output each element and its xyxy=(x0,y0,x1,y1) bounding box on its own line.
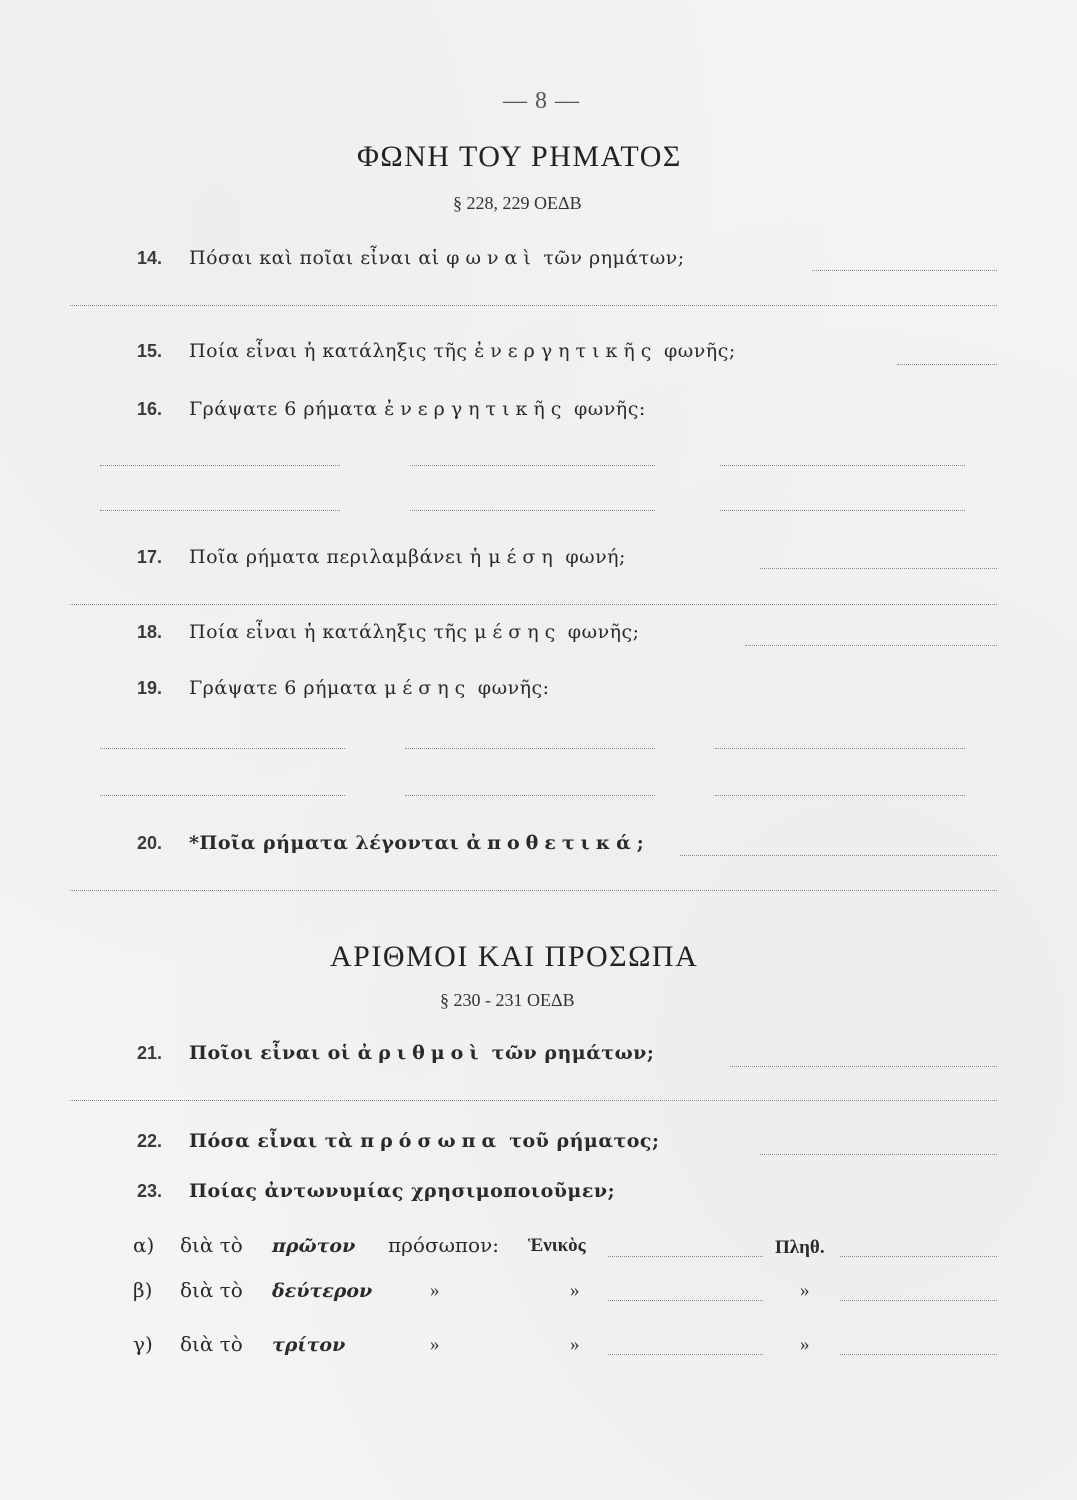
answer-line-16-4[interactable] xyxy=(100,510,340,511)
answer-line-17a[interactable] xyxy=(760,568,997,569)
answer-line-19-6[interactable] xyxy=(715,795,965,796)
answer-line-23c-plural[interactable] xyxy=(840,1354,997,1355)
answer-line-23a-plural[interactable] xyxy=(840,1256,997,1257)
question-21 xyxy=(137,1042,654,1064)
question-text: Ποία εἶναι ἡ κατάληξις τῆς μέσης φωνῆς; xyxy=(189,621,640,643)
answer-line-16-2[interactable] xyxy=(410,465,655,466)
sub-question-a-post: πρόσωπον: xyxy=(388,1233,499,1257)
answer-line-19-3[interactable] xyxy=(715,748,965,749)
question-19 xyxy=(137,677,550,699)
answer-line-21b[interactable] xyxy=(70,1100,997,1101)
sub-question-a-label: α) xyxy=(133,1233,155,1257)
singular-label: Ἑνικὸς xyxy=(528,1235,586,1256)
answer-line-15[interactable] xyxy=(897,364,997,365)
answer-line-23b-plural[interactable] xyxy=(840,1300,997,1301)
section-title-voice: ΦΩΝΗ ΤΟΥ ΡΗΜΑΤΟΣ xyxy=(357,140,682,173)
sub-question-b-prefix: διὰ τὸ xyxy=(180,1278,243,1302)
page-number: — 8 — xyxy=(503,88,580,114)
answer-line-23b-singular[interactable] xyxy=(608,1300,763,1301)
sub-question-c-prefix: διὰ τὸ xyxy=(180,1332,243,1356)
section-title-numbers-persons: ΑΡΙΘΜΟΙ ΚΑΙ ΠΡΟΣΩΠΑ xyxy=(330,940,699,973)
answer-line-16-5[interactable] xyxy=(410,510,655,511)
question-number: 22. xyxy=(137,1131,163,1151)
answer-line-19-5[interactable] xyxy=(405,795,655,796)
answer-line-19-2[interactable] xyxy=(405,748,655,749)
answer-line-18[interactable] xyxy=(745,645,997,646)
answer-line-23c-singular[interactable] xyxy=(608,1354,763,1355)
ditto-mark-c2: » xyxy=(570,1334,580,1355)
question-18 xyxy=(137,621,640,643)
answer-line-16-6[interactable] xyxy=(720,510,965,511)
question-number: 15. xyxy=(137,341,163,361)
question-14 xyxy=(137,247,685,269)
answer-line-19-4[interactable] xyxy=(100,795,345,796)
question-text: Ποία εἶναι ἡ κατάληξις τῆς ἐνεργητικῆς φωνῆς; xyxy=(189,340,736,362)
answer-line-20b[interactable] xyxy=(70,890,997,891)
question-text: Ποῖα ρήματα περιλαμβάνει ἡ μέση φωνή; xyxy=(189,546,626,568)
answer-line-14b[interactable] xyxy=(70,305,997,306)
question-20 xyxy=(137,832,644,854)
answer-line-19-1[interactable] xyxy=(100,748,345,749)
ditto-mark-b3: » xyxy=(800,1280,810,1301)
sub-question-a-word: πρῶτον xyxy=(272,1235,356,1257)
question-23 xyxy=(137,1180,615,1202)
question-15 xyxy=(137,340,736,362)
answer-line-14a[interactable] xyxy=(812,270,997,271)
sub-question-c-label: γ) xyxy=(133,1332,153,1356)
question-number: 17. xyxy=(137,547,163,567)
answer-line-21a[interactable] xyxy=(730,1066,997,1067)
answer-line-16-1[interactable] xyxy=(100,465,340,466)
plural-label: Πληθ. xyxy=(775,1237,825,1258)
ditto-mark-b2: » xyxy=(570,1280,580,1301)
question-text: Γράψατε 6 ρήματα μέσης φωνῆς: xyxy=(189,677,550,699)
section-reference-numbers-persons: § 230 - 231 ΟΕΔΒ xyxy=(440,990,575,1010)
answer-line-20a[interactable] xyxy=(680,855,997,856)
answer-line-17b[interactable] xyxy=(70,604,997,605)
question-number: 21. xyxy=(137,1043,163,1063)
question-text: Πόσαι καὶ ποῖαι εἶναι αἱ φωναὶ τῶν ρημάτων; xyxy=(189,247,685,269)
question-number: 14. xyxy=(137,248,163,268)
sub-question-b-word: δεύτερον xyxy=(272,1280,373,1302)
section-reference-voice: § 228, 229 ΟΕΔΒ xyxy=(453,193,582,213)
question-text: Ποίας ἀντωνυμίας χρησιμοποιοῦμεν; xyxy=(189,1180,616,1202)
answer-line-16-3[interactable] xyxy=(720,465,965,466)
question-text: *Ποῖα ρήματα λέγονται ἀποθετικά; xyxy=(189,832,645,854)
ditto-mark-b1: » xyxy=(430,1280,440,1301)
question-22 xyxy=(137,1130,659,1152)
ditto-mark-c1: » xyxy=(430,1334,440,1355)
question-number: 18. xyxy=(137,622,163,642)
answer-line-22[interactable] xyxy=(760,1154,997,1155)
question-17 xyxy=(137,546,626,568)
question-text: Ποῖοι εἶναι οἱ ἀριθμοὶ τῶν ρημάτων; xyxy=(189,1042,655,1064)
question-number: 16. xyxy=(137,399,163,419)
question-text: Γράψατε 6 ρήματα ἐνεργητικῆς φωνῆς: xyxy=(189,398,646,420)
question-16 xyxy=(137,398,646,420)
question-number: 20. xyxy=(137,833,163,853)
ditto-mark-c3: » xyxy=(800,1334,810,1355)
answer-line-23a-singular[interactable] xyxy=(608,1256,763,1257)
question-number: 23. xyxy=(137,1181,163,1201)
sub-question-a-prefix: διὰ τὸ xyxy=(180,1233,243,1257)
question-text: Πόσα εἶναι τὰ πρόσωπα τοῦ ρήματος; xyxy=(189,1130,660,1152)
question-number: 19. xyxy=(137,678,163,698)
sub-question-b-label: β) xyxy=(133,1278,153,1302)
sub-question-c-word: τρίτον xyxy=(272,1334,346,1356)
